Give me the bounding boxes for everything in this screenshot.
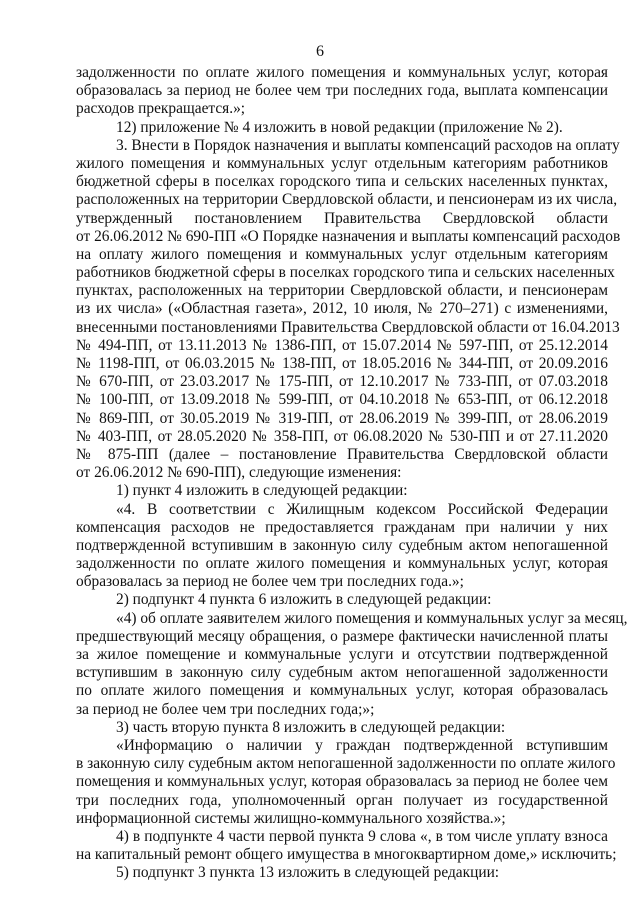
text-line: образовалась за период не более чем три последних года.»; — [76, 573, 464, 591]
text-line: расположенных на территории Свердловской области, и пенсионерам из их числа, — [76, 191, 618, 209]
text-line: утвержденный постановлением Правительства Свердловской области — [76, 209, 608, 227]
text-line: «4) об оплате заявителем жилого помещения и коммунальных услуг за месяц, — [116, 609, 628, 627]
text-line: по оплате жилого помещения и коммунальных услуг, которая образовалась — [76, 682, 608, 700]
document-body — [76, 64, 628, 882]
text-line: № 494-ПП, от 13.11.2013 № 1386-ПП, от 15.07.2014 № 597-ПП, от 25.12.2014 — [76, 336, 608, 354]
text-line: расходов прекращается.»; — [76, 100, 246, 118]
text-line: № 1198-ПП, от 06.03.2015 № 138-ПП, от 18.05.2016 № 344-ПП, от 20.09.2016 — [76, 355, 608, 372]
text-line: за период не более чем три последних года;»; — [76, 700, 375, 718]
text-line: жилого помещения и коммунальных услуг отдельным категориям работников — [76, 154, 608, 172]
text-line: на оплату жилого помещения и коммунальных услуг отдельным категориям — [76, 245, 608, 263]
text-line: № 670-ПП, от 23.03.2017 № 175-ПП, от 12.10.2017 № 733-ПП, от 07.03.2018 — [76, 373, 608, 391]
text-line: «Информацию о наличии у граждан подтвержденной вступившим — [116, 736, 608, 754]
text-line: вступившим в законную силу судебным актом непогашенной задолженности — [76, 664, 608, 682]
text-line: № 869-ПП, от 30.05.2019 № 319-ПП, от 28.06.2019 № 399-ПП, от 28.06.2019 — [76, 409, 608, 427]
text-line: от 26.06.2012 № 690-ПП «О Порядке назначения и выплаты компенсаций расходов — [76, 227, 621, 245]
text-line: из их числа» («Областная газета», 2012, 10 июля, № 270–271) с изменениями, — [76, 300, 608, 318]
text-line: внесенными постановлениями Правительства Свердловской области от 16.04.2013 — [76, 318, 620, 336]
text-line: от 26.06.2012 № 690-ПП), следующие изменения: — [76, 464, 402, 482]
text-line: 4) в подпункте 4 части первой пункта 9 слова «, в том числе уплату взноса — [116, 827, 608, 845]
text-line: 1) пункт 4 изложить в следующей редакции: — [116, 482, 408, 500]
text-line: на капитальный ремонт общего имущества в многоквартирном доме,» исключить; — [76, 846, 617, 864]
text-line: информационной системы жилищно-коммунального хозяйства.»; — [76, 809, 506, 827]
text-line: № 100-ПП, от 13.09.2018 № 599-ПП, от 04.10.2018 № 653-ПП, от 06.12.2018 — [76, 391, 608, 409]
text-line: бюджетной сферы в поселках городского типа и сельских населенных пунктах, — [76, 173, 608, 191]
text-line: работников бюджетной сферы в поселках городского типа и сельских населенных — [76, 264, 615, 282]
text-line: предшествующий месяцу обращения, о размере фактически начисленной платы — [76, 627, 608, 645]
text-line: 3) часть вторую пункта 8 изложить в следующей редакции: — [116, 718, 506, 736]
text-line: помещения и коммунальных услуг, которая образовалась за период не более чем — [76, 773, 608, 791]
text-line: 5) подпункт 3 пункта 13 изложить в следующей редакции: — [116, 864, 500, 882]
text-line: задолженности по оплате жилого помещения и коммунальных услуг, которая — [76, 555, 608, 573]
text-line: задолженности по оплате жилого помещения и коммунальных услуг, которая — [76, 64, 608, 81]
text-line: № 875-ПП (далее – постановление Правительства Свердловской области — [76, 445, 608, 463]
text-line: компенсация расходов не предоставляется гражданам при наличии у них — [76, 518, 608, 536]
text-line: 3. Внести в Порядок назначения и выплаты компенсаций расходов на оплату — [116, 136, 620, 154]
text-line: три последних года, уполномоченный орган получает из государственной — [76, 791, 608, 809]
text-line: 12) приложение № 4 изложить в новой редакции (приложение № 2). — [116, 118, 563, 136]
text-line: 2) подпункт 4 пункта 6 изложить в следующей редакции: — [116, 591, 492, 609]
text-line: подтвержденной вступившим в законную силу судебным актом непогашенной — [76, 536, 608, 554]
text-line: за жилое помещение и коммунальные услуги и отсутствии подтвержденной — [76, 646, 608, 663]
text-line: № 403-ПП, от 28.05.2020 № 358-ПП, от 06.08.2020 № 530-ПП и от 27.11.2020 — [76, 427, 608, 445]
text-line: образовалась за период не более чем три последних года, выплата компенсации — [76, 82, 608, 100]
text-line: «4. В соответствии с Жилищным кодексом Российской Федерации — [116, 500, 608, 518]
text-line: в законную силу судебным актом непогашенной задолженности по оплате жилого — [76, 755, 616, 773]
page-number: 6 — [316, 43, 324, 60]
text-line: пунктах, расположенных на территории Свердловской области, и пенсионерам — [76, 282, 608, 300]
